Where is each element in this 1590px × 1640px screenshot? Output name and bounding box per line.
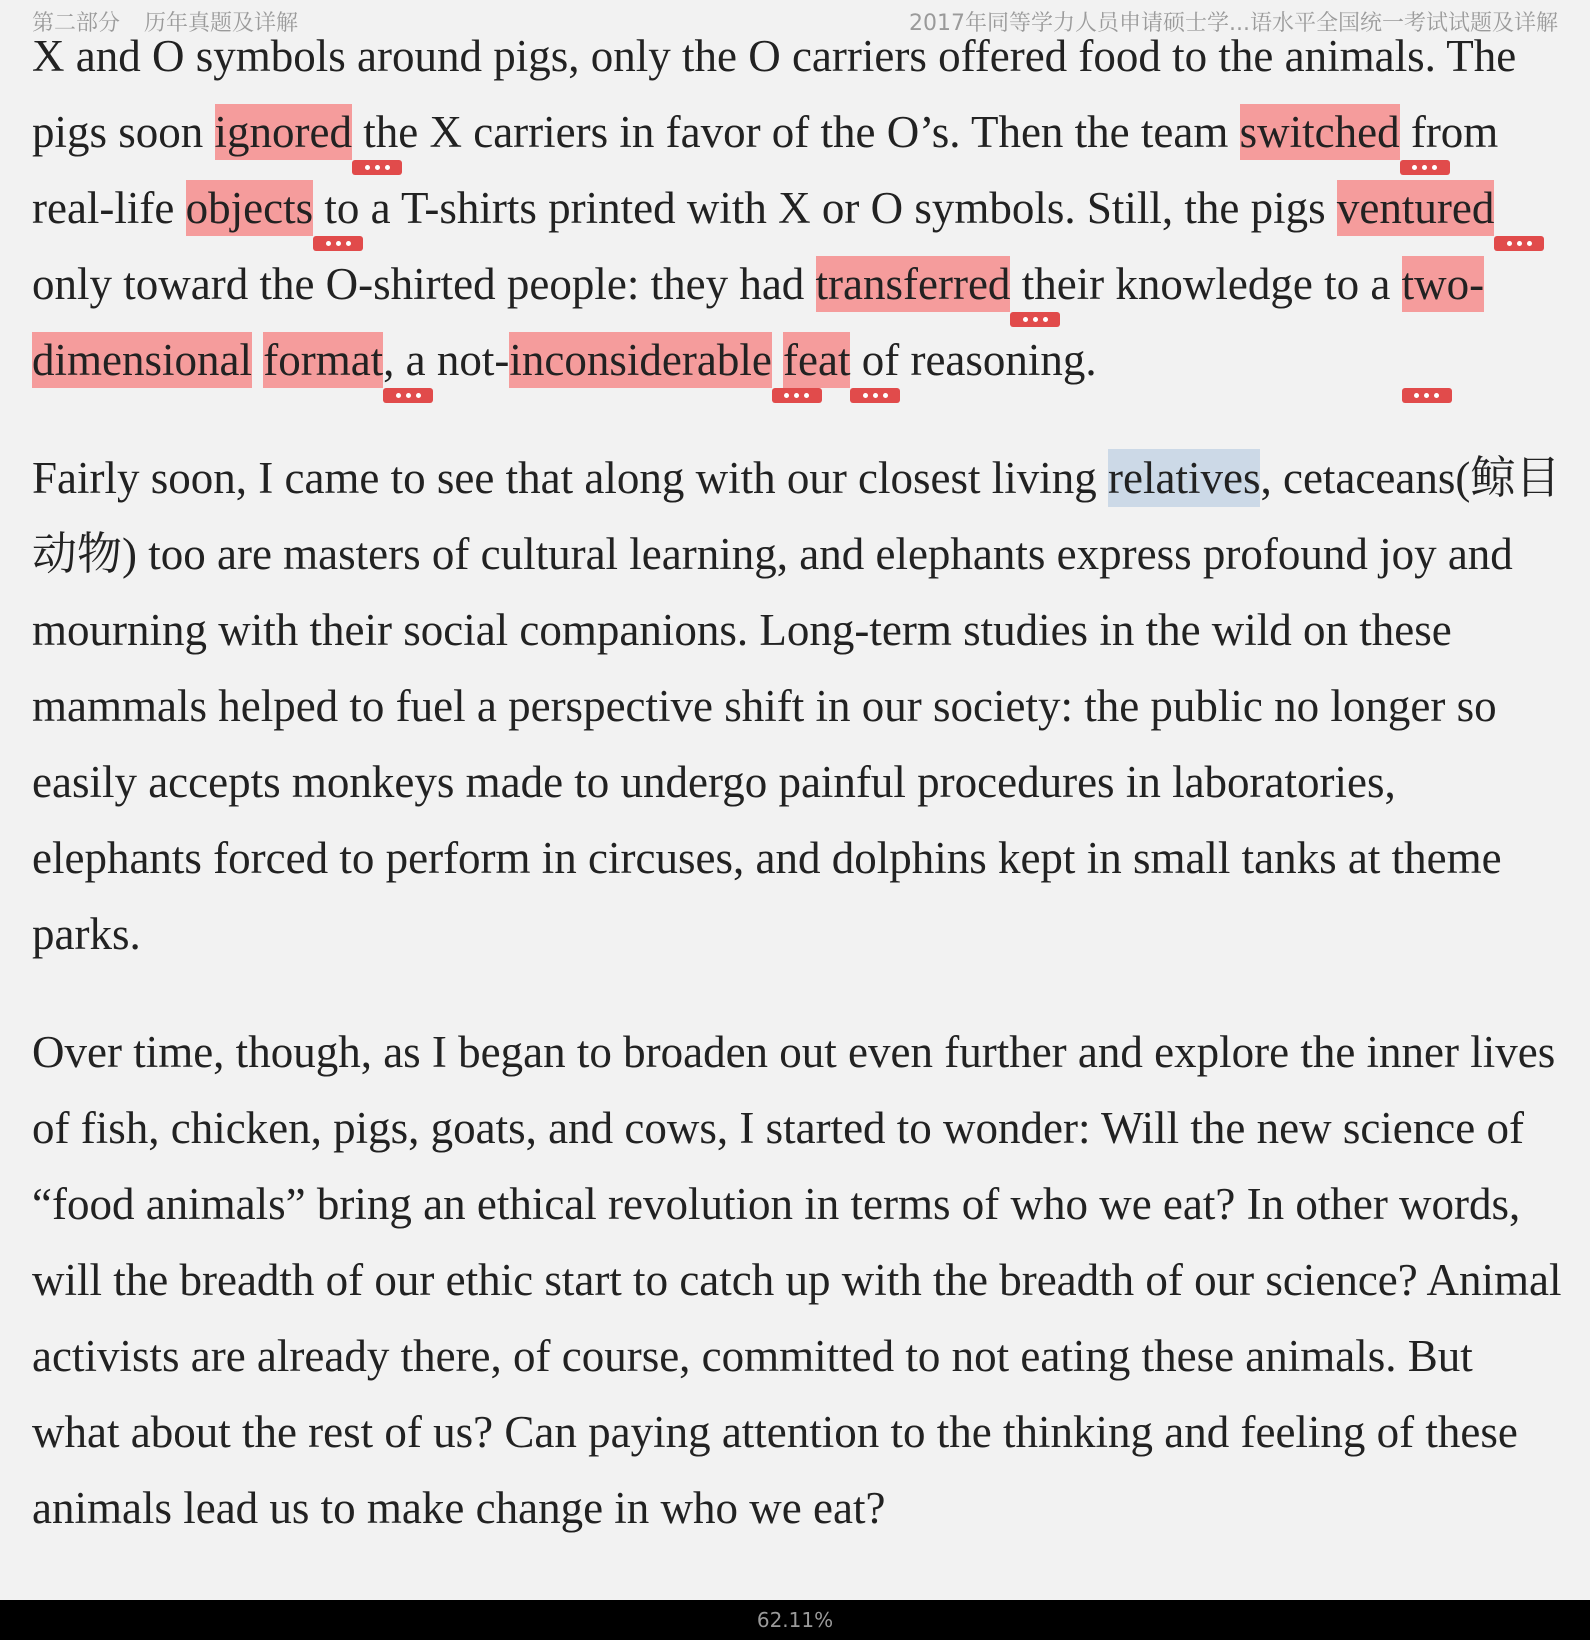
highlighted-word-text: transferred <box>815 259 1011 309</box>
highlighted-word[interactable] <box>1240 104 1400 160</box>
reading-progress: 62.11% <box>0 1600 1590 1640</box>
paragraph <box>32 1014 1562 1546</box>
text-run: the X carriers in favor of the O’s. Then the team <box>352 107 1240 157</box>
highlighted-word-text: two-dimensional <box>32 259 1485 385</box>
chapter-label: 历年真题及详解 <box>144 11 299 36</box>
highlighted-word[interactable] <box>263 332 383 388</box>
highlighted-word-text: feat <box>783 335 851 385</box>
paragraph <box>32 18 1562 398</box>
text-run: their knowledge to a <box>1010 259 1402 309</box>
text-run: , a not- <box>383 335 510 385</box>
note-more-icon[interactable] <box>850 388 900 403</box>
highlighted-word-text: switched <box>1239 107 1400 157</box>
highlighted-word[interactable] <box>215 104 352 160</box>
text-run <box>252 335 263 385</box>
paragraph <box>32 440 1562 972</box>
highlighted-word-text: format <box>263 335 384 385</box>
highlighted-word[interactable] <box>1337 180 1494 236</box>
text-run: X and O symbols around pigs, only the O carriers offered food to the animals. The pigs soon <box>32 31 1517 157</box>
highlighted-word[interactable] <box>816 256 1011 312</box>
note-more-icon[interactable] <box>772 388 822 403</box>
note-more-icon[interactable] <box>313 236 363 251</box>
text-run <box>772 335 783 385</box>
text-run: only toward the O-shirted people: they had <box>32 259 816 309</box>
reading-content[interactable] <box>32 18 1562 1588</box>
selected-word[interactable]: relatives <box>1108 449 1260 507</box>
highlighted-word-text: ventured <box>1336 183 1495 233</box>
section-label: 第二部分 <box>32 11 121 36</box>
highlighted-word-text: objects <box>185 183 314 233</box>
note-more-icon[interactable] <box>1402 388 1452 403</box>
text-run: , cetaceans(鲸目动物) too are masters of cultural learning, and elephants express profound joy and mourning with their social companions. Long-term studies in the wild on these mammals helped to fuel a perspective shift in our society: the public no longer so easily accepts monkeys made to undergo painful procedures in laboratories, elephants forced to perform in circuses, and dolphins kept in small tanks at theme parks. <box>32 453 1561 959</box>
highlighted-word[interactable] <box>186 180 313 236</box>
highlighted-word[interactable] <box>783 332 850 388</box>
highlighted-word-text: ignored <box>214 107 352 157</box>
book-title: 2017年同等学力人员申请硕士学...语水平全国统一考试试题及详解 <box>909 11 1558 36</box>
note-more-icon[interactable] <box>1400 160 1450 175</box>
note-more-icon[interactable] <box>383 388 433 403</box>
note-more-icon[interactable] <box>1010 312 1060 327</box>
text-run: of reasoning. <box>850 335 1097 385</box>
text-run: Fairly soon, I came to see that along with our closest living <box>32 453 1109 503</box>
text-run: to a T-shirts printed with X or O symbols. Still, the pigs <box>313 183 1337 233</box>
note-more-icon[interactable] <box>1494 236 1544 251</box>
highlighted-word-text: inconsiderable <box>509 335 772 385</box>
note-more-icon[interactable] <box>352 160 402 175</box>
text-run: Over time, though, as I began to broaden out even further and explore the inner lives of fish, chicken, pigs, goats, and cows, I started to wonder: Will the new science of “food animals” bring an ethical revolution in terms of who we eat? In other words, will the breadth of our ethic start to catch up with the breadth of our science? Animal activists are already there, of course, committed to not eating these animals. But what about the rest of us? Can paying attention to the thinking and feeling of these animals lead us to make change in who we eat? <box>32 1027 1562 1533</box>
highlighted-word[interactable] <box>509 332 771 388</box>
text-run: from real-life <box>32 107 1499 233</box>
